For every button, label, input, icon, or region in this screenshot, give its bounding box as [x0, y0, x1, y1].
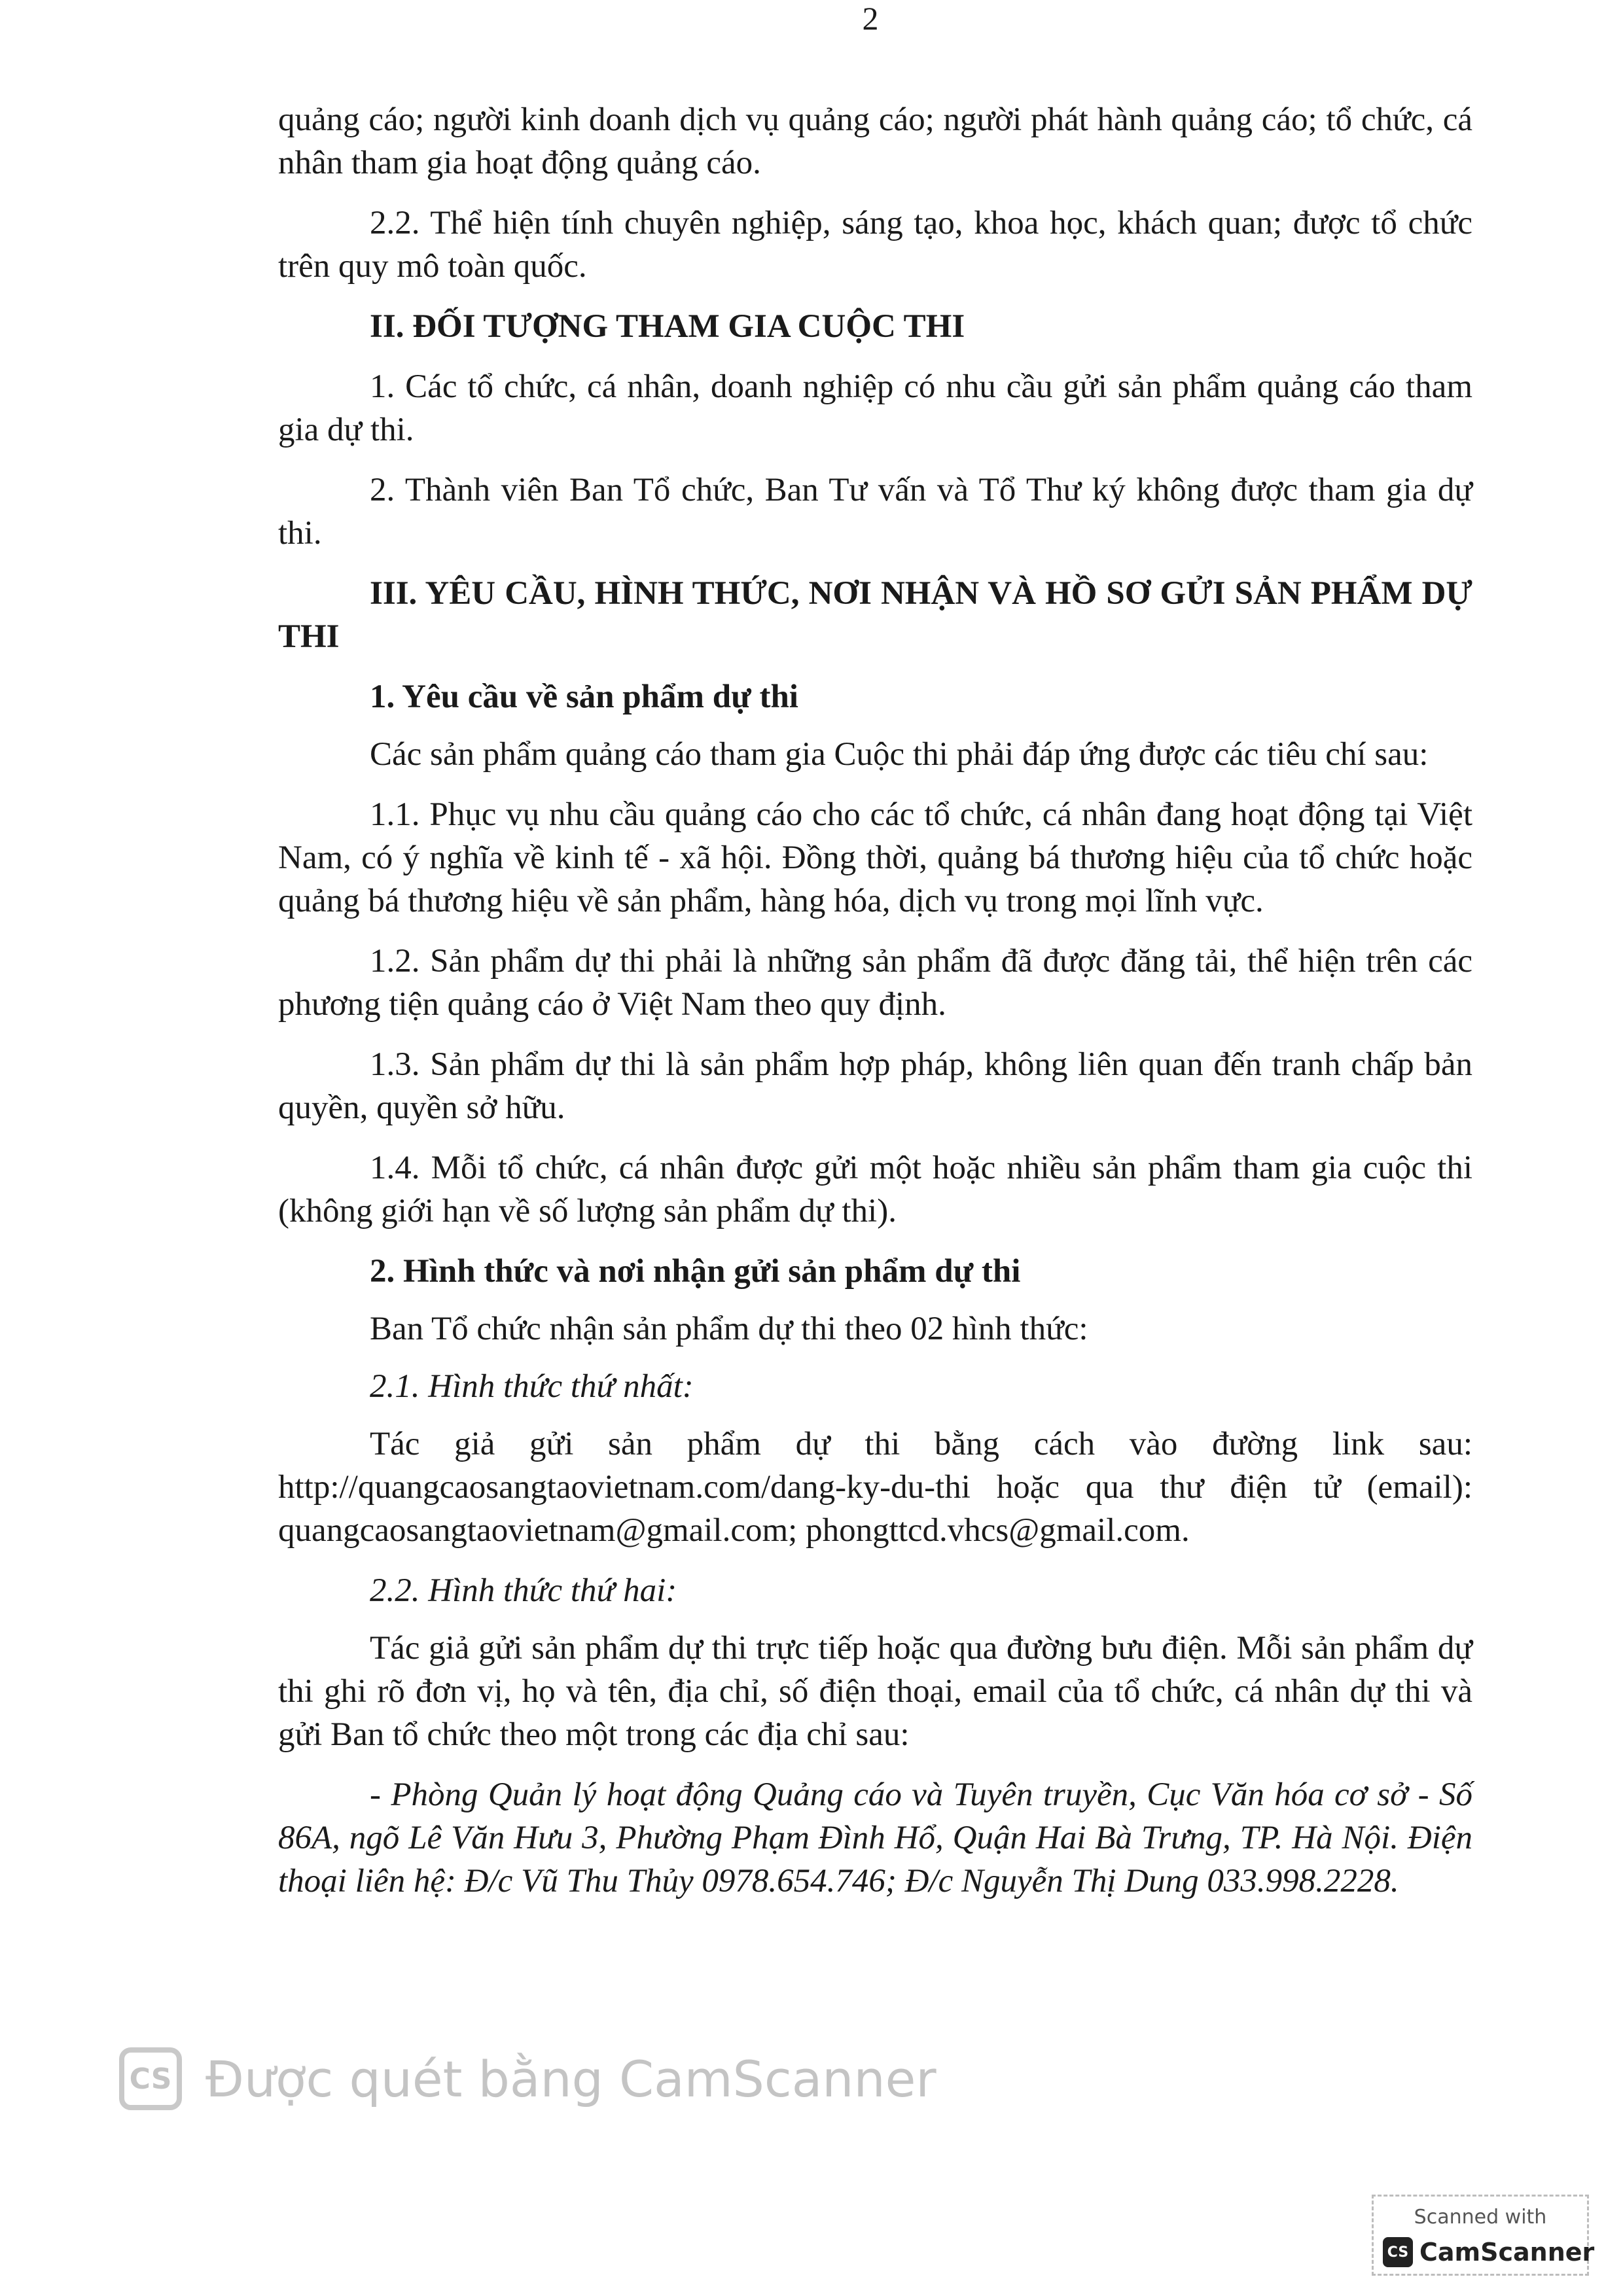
paragraph: Tác giả gửi sản phẩm dự thi trực tiếp hoặc qua đường bưu điện. Mỗi sản phẩm dự thi ghi rõ đơn vị, họ và tên, địa chỉ, số điện thoại, email của tổ chức, cá nhân dự thi và gửi Ban tổ chức theo một trong các địa chỉ sau:	[278, 1630, 1472, 1753]
subsection-heading: 1. Yêu cầu về sản phẩm dự thi	[370, 679, 798, 715]
italic-subheading: 2.2. Hình thức thứ hai:	[370, 1572, 677, 1609]
watermark-text: Được quét bằng CamScanner	[205, 2049, 936, 2108]
paragraph: 1.1. Phục vụ nhu cầu quảng cáo cho các tổ chức, cá nhân đang hoạt động tại Việt Nam, có ý nghĩa về kinh tế - xã hội. Đồng thời, quảng bá thương hiệu của tổ chức hoặc quảng bá thương hiệu về sản phẩm, hàng hóa, dịch vụ trong mọi lĩnh vực.	[278, 796, 1472, 919]
paragraph: 2.2. Thể hiện tính chuyên nghiệp, sáng tạo, khoa học, khách quan; được tổ chức trên quy mô toàn quốc.	[278, 205, 1472, 285]
paragraph: 1. Các tổ chức, cá nhân, doanh nghiệp có nhu cầu gửi sản phẩm quảng cáo tham gia dự thi.	[278, 368, 1472, 448]
scanned-with-badge	[1372, 2195, 1595, 2276]
page-number: 2	[862, 0, 879, 37]
badge-caption: Scanned with	[1414, 2206, 1547, 2229]
section-heading: III. YÊU CẦU, HÌNH THỨC, NƠI NHẬN VÀ HỒ SƠ GỬI SẢN PHẨM DỰ THI	[278, 575, 1472, 655]
paragraph: Ban Tổ chức nhận sản phẩm dự thi theo 02 hình thức:	[370, 1311, 1088, 1347]
address-paragraph: - Phòng Quản lý hoạt động Quảng cáo và Tuyên truyền, Cục Văn hóa cơ sở - Số 86A, ngõ Lê Văn Hưu 3, Phường Phạm Đình Hổ, Quận Hai Bà Trưng, TP. Hà Nội. Điện thoại liên hệ: Đ/c Vũ Thu Thủy 0978.654.746; Đ/c Nguyễn Thị Dung 033.998.2228.	[278, 1776, 1472, 1899]
camscanner-badge-icon: CS	[1383, 2237, 1413, 2267]
paragraph: 2. Thành viên Ban Tổ chức, Ban Tư vấn và Tổ Thư ký không được tham gia dự thi.	[278, 472, 1472, 552]
document-body	[278, 98, 1472, 1920]
italic-subheading: 2.1. Hình thức thứ nhất:	[370, 1368, 694, 1405]
section-heading: II. ĐỐI TƯỢNG THAM GIA CUỘC THI	[370, 308, 965, 345]
camscanner-watermark	[119, 2043, 936, 2115]
paragraph: 1.4. Mỗi tổ chức, cá nhân được gửi một hoặc nhiều sản phẩm tham gia cuộc thi (không giới hạn về số lượng sản phẩm dự thi).	[278, 1150, 1472, 1229]
paragraph: 1.3. Sản phẩm dự thi là sản phẩm hợp pháp, không liên quan đến tranh chấp bản quyền, quyền sở hữu.	[278, 1046, 1472, 1126]
paragraph: 1.2. Sản phẩm dự thi phải là những sản phẩm đã được đăng tải, thể hiện trên các phương tiện quảng cáo ở Việt Nam theo quy định.	[278, 943, 1472, 1023]
subsection-heading: 2. Hình thức và nơi nhận gửi sản phẩm dự thi	[370, 1253, 1021, 1290]
badge-name: CamScanner	[1419, 2238, 1595, 2267]
paragraph: quảng cáo; người kinh doanh dịch vụ quảng cáo; người phát hành quảng cáo; tổ chức, cá nhân tham gia hoạt động quảng cáo.	[278, 101, 1472, 181]
camscanner-logo-icon: CS	[119, 2047, 182, 2110]
paragraph: Các sản phẩm quảng cáo tham gia Cuộc thi phải đáp ứng được các tiêu chí sau:	[370, 736, 1429, 773]
paragraph: Tác giả gửi sản phẩm dự thi bằng cách vào đường link sau: http://quangcaosangtaovietnam.com/dang-ky-du-thi hoặc qua thư điện tử (email): quangcaosangtaovietnam@gmail.com; phongttcd.vhcs@gmail.com.	[278, 1426, 1472, 1549]
badge-brand	[1383, 2237, 1594, 2267]
